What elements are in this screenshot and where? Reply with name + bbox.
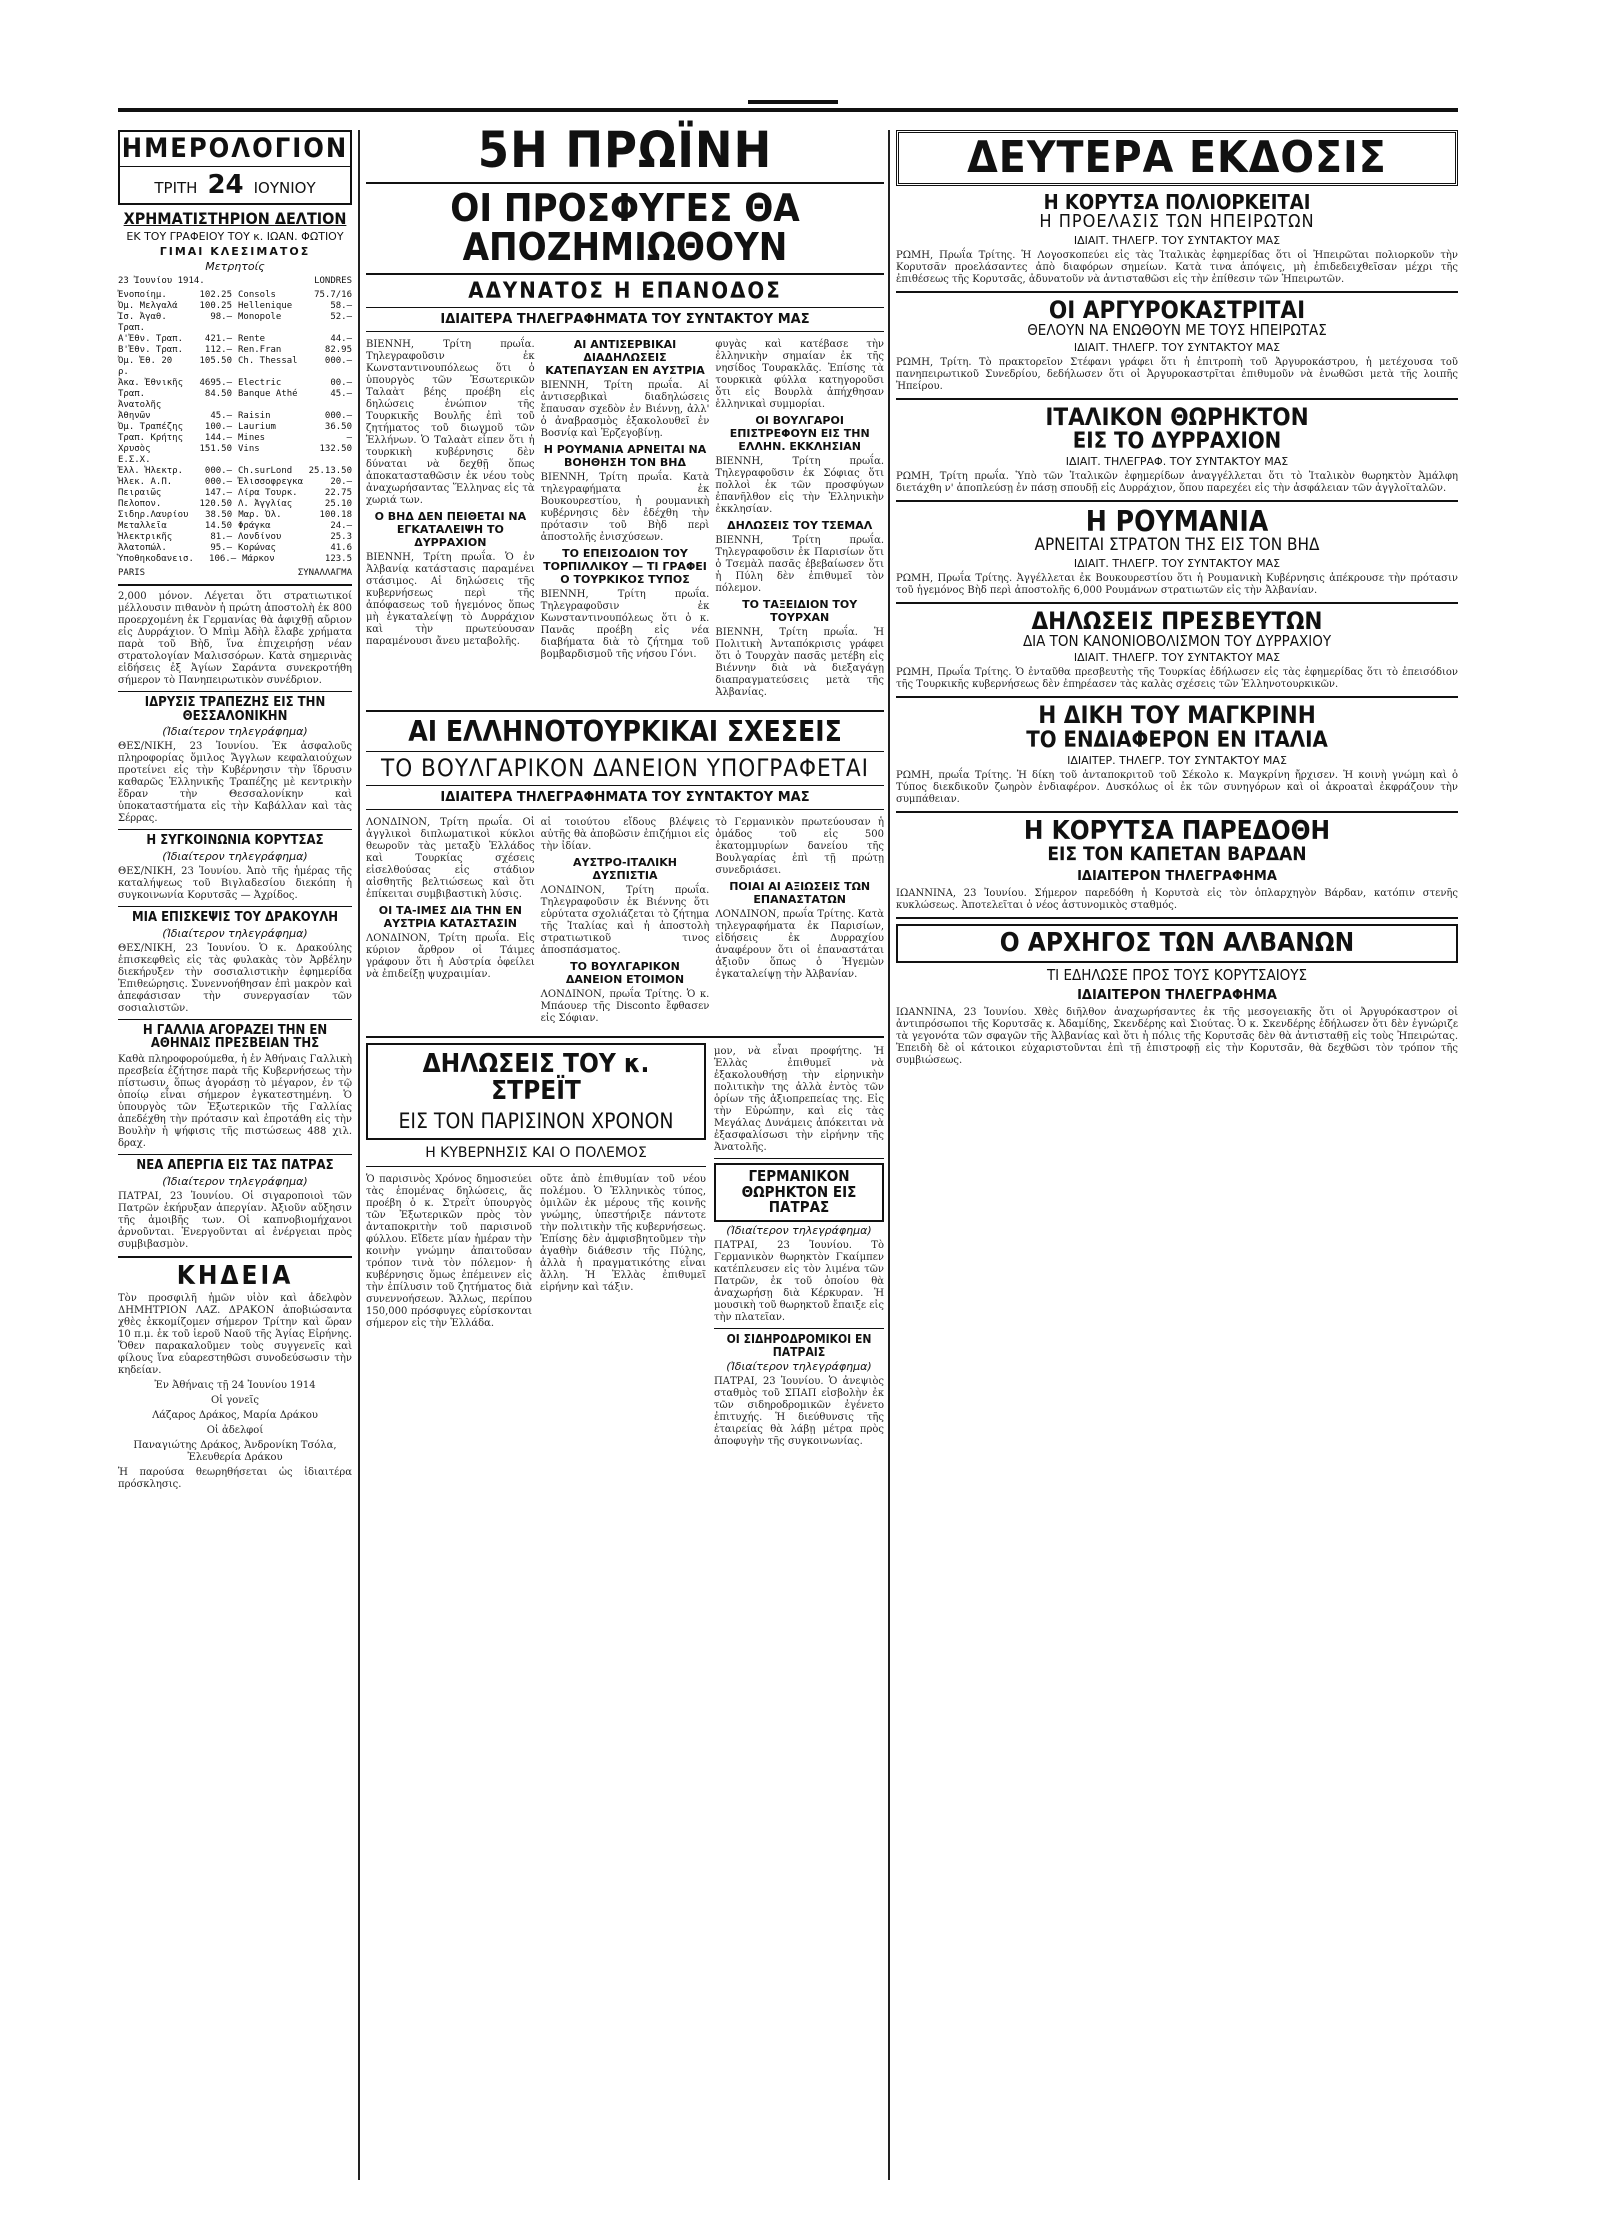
table-row [118,356,352,378]
divider [896,500,1458,502]
table-row [118,444,352,466]
romania-subheadline: ΑΡΝΕΙΤΑΙ ΣΤΡΑΤΟΝ ΤΗΣ ΕΙΣ ΤΟΝ ΒΗΔ [1034,534,1320,555]
divider [366,307,884,308]
article-text: ΒΙΕΝΝΗ, Τρίτη πρωΐα. Κατὰ τηλεγραφήματα ἐκ Βουκουρεστίου, ἡ ρουμανικὴ κυβέρνησις δὲν ἐδέχθη τὴν πρότασιν τοῦ Βὴδ περὶ ἀποστολῆς ἐνισχύσεων. [540,472,710,544]
column-divider [358,130,360,2180]
news-item [118,906,352,1015]
news-subtitle: (Ἰδιαίτερον τηλεγράφημα) [162,1174,308,1188]
table-cell: 132.50 [319,444,352,455]
table-cell: Α'Ἐθν. Τραπ. [118,334,184,345]
article-subhead: ΔΗΛΩΣΕΙΣ ΤΟΥ ΤΣΕΜΑΛ [727,519,873,533]
ambassadors-headline: ΔΗΛΩΣΕΙΣ ΠΡΕΣΒΕΥΤΩΝ [1031,606,1323,635]
romania-body: ΡΩΜΗ, Πρωΐα Τρίτης. Ἀγγέλλεται ἐκ Βουκουρεστίου ὅτι ἡ Ρουμανικὴ Κυβέρνησις ἀπέκρουσε τὴν πρότασιν τοῦ ἡγεμόνος Βὴδ περὶ ἀποστολῆς 6,000 Ρουμάνων στρατιωτῶν εἰς τὴν Ἀλβανίαν. [896,572,1458,596]
calendar-weekday: ΤΡΙΤΗ [154,179,198,198]
table-cell: — [346,433,352,444]
article-text: αἱ τοιούτου εἴδους βλέψεις αὐτῆς θὰ ἀποβῶσιν ἐπιζήμιοι εἰς τὴν ἰδίαν. [540,816,710,852]
main-headline: ΟΙ ΠΡΟΣΦΥΓΕΣ ΘΑ ΑΠΟΖΗΜΙΩΘΟΥΝ [450,185,800,270]
main-subheadline: ΑΔΥΝΑΤΟΣ Η ΕΠΑΝΟΔΟΣ [468,279,782,305]
divider [366,182,884,184]
italian-ship-byline: ΙΔΙΑΙΤ. ΤΗΛΕΓΡΑΦ. ΤΟΥ ΣΥΝΤΑΚΤΟΥ ΜΑΣ [1065,455,1289,469]
divider [366,331,884,332]
article-text: ΒΙΕΝΝΗ, Τρίτη πρωΐα. Αἱ ἀντισερβικαὶ διαδηλώσεις ἔπαυσαν σχεδὸν ἐν Βιέννῃ, ἀλλ' ὁ ἀναβρασμὸς ἐξακολουθεῖ ἐν Βοσνίᾳ καὶ Ἐρζεγοβίνῃ. [540,380,710,440]
table-cell: 000.— [324,356,352,367]
funeral-note: Ἡ παρούσα θεωρηθήσεται ὡς ἰδιαιτέρα πρόσκλησις. [118,1466,352,1490]
divider [896,696,1458,698]
table-cell: Banque Athé [238,389,298,400]
streit-article [366,1171,706,1333]
divider [896,398,1458,400]
table-cell: Τραπ. Ἀνατολῆς [118,389,162,411]
article-subhead: ΑΙ ΑΝΤΙΣΕΡΒΙΚΑΙ ΔΙΑΔΗΛΩΣΕΙΣ ΚΑΤΕΠΑΥΣΑΝ ΕΝ ΑΥΣΤΡΙΑ [545,338,705,378]
table-cell: Ἀκα. Ἐθνικῆς [118,378,184,389]
divider [118,691,352,692]
table-row [118,312,352,334]
funeral-siblings: Παναγιώτης Δράκος, Ἀνδρονίκη Τσόλα, Ἐλευθερία Δράκου [133,1439,337,1463]
table-cell: Ὀμ. Ἐθ. 20 ρ. [118,356,173,378]
article-text: τὸ Γερμανικὸν πρωτεύουσαν ἡ ὁμάδος τοῦ εἰς 500 ἑκατομμυρίων δανείου τῆς Βουλγαρίας ἐπὶ τῇ πρώτῃ συνεδριάσει. [715,816,885,876]
article-text: ΒΙΕΝΝΗ, Τρίτη πρωΐα. Ἡ Πολιτικὴ Ἀνταπόκρισις γράφει ὅτι ὁ Τουρχὰν πασᾶς μετέβη εἰς Βιέννην διὰ νὰ διεξαγάγῃ διαπραγματεύσεις μετὰ τῆς Ἀλβανίας. [715,627,885,699]
korytsa-headline: Η ΚΟΡΥΤΣΑ ΠΟΛΙΟΡΚΕΙΤΑΙ [1043,190,1311,215]
table-cell: 44.— [330,334,352,345]
divider [896,291,1458,293]
table-cell: 98.— [210,312,232,323]
calendar-date [120,166,350,200]
table-cell: 25.13.50 [308,466,352,477]
table-cell: 106.— [209,554,237,565]
table-cell: Ch. Thessal [238,356,298,367]
bourse-footer [118,568,352,579]
news-item [118,1019,352,1150]
news-title: ΜΙΑ ΕΠΙΣΚΕΨΙΣ ΤΟΥ ΔΡΑΚΟΥΛΗ [131,910,339,926]
streit-right-column [714,1043,884,1451]
table-cell: 36.50 [324,422,352,433]
article-text: ΛΟΝΔΙΝΟΝ, Τρίτη πρωΐα. Οἱ ἀγγλικοὶ διπλωματικοὶ κύκλοι θεωροῦν τὰς μεταξὺ Ἑλλάδος καὶ Τουρκίας σχέσεις εἰσελθούσας εἰς στάδιον αἰσθητῆς βελτιώσεως καὶ ὅτι ἐπίκειται συμβιβαστικὴ λύσις. [366,816,535,900]
table-cell: Λίρα Τουρκ. [238,488,298,499]
article-text: Ὁ παρισινὸς Χρόνος δημοσιεύει τὰς ἑπομένας δηλώσεις, ἅς προέβη ὁ κ. Στρεῒτ ὑπουργὸς τῶν Ἐξωτερικῶν πρὸς τὸν ἀνταποκριτὴν τοῦ παρισινοῦ φύλλου. Εἴδετε μίαν ἡμέραν τὴν κοινὴν γνώμην ἀπαιτοῦσαν τρόπον τινὰ τὸν πόλεμον· ἡ κυβέρνησις ὅμως ἐπέμεινεν εἰς τὴν ἐπίλυσιν τοῦ ζητήματος διὰ συνεννοήσεων. Ἄλλως, περίπου 150,000 πρόσφυγες εὑρίσκονται σήμερον εἰς τὴν Ἑλλάδα. [366,1173,532,1329]
left-news [118,591,352,1250]
italian-ship-headline: ΙΤΑΛΙΚΟΝ ΘΩΡΗΚΤΟΝ [1045,403,1309,432]
table-cell: 102.25 [199,290,232,301]
divider [118,1019,352,1020]
news-title: ΝΕΑ ΑΠΕΡΓΙΑ ΕΙΣ ΤΑΣ ΠΑΤΡΑΣ [136,1157,334,1173]
table-cell: 151.50 [199,444,232,455]
streit-headline: ΔΗΛΩΣΕΙΣ ΤΟΥ κ. ΣΤΡΕΪΤ [422,1048,650,1107]
table-cell: Μαρ. Ὀλ. [238,510,282,521]
refugees-article [366,336,884,702]
table-cell: 14.50 [204,521,232,532]
table-cell: 100.— [204,422,232,433]
table-cell: Ἐλλ. Ἡλεκτρ. [118,466,184,477]
romania-headline: Η ΡΟΥΜΑΝΙΑ [1085,505,1269,539]
table-cell: Vins [238,444,260,455]
divider [896,917,1458,919]
funeral-parents: Λάζαρος Δράκος, Μαρία Δράκου [152,1409,318,1421]
article-text: οὔτε ἀπὸ ἐπιθυμίαν τοῦ νέου πολέμου. Ὁ Ἑλληνικὸς τύπος, ὁμιλῶν ἐκ μέρους τῆς κοινῆς γνώμης, ὑπεστήριξε πάντοτε τὴν πολιτικὴν τῆς κυβερνήσεως. Ἐπίσης δὲν ἀμφισβητοῦμεν τὴν ἀγαθὴν διάθεσιν τῆς Πύλης, ἀλλὰ ἡ πραγματικότης εἶναι ἄλλη. Ἡ Ἑλλὰς ἐπιθυμεῖ εἰρήνην καὶ τάξιν. [540,1173,706,1293]
table-cell: Μάρκον [242,554,275,565]
funeral-body: Τὸν προσφιλῆ ἡμῶν υἱὸν καὶ ἀδελφὸν ΔΗΜΗΤΡΙΟΝ ΛΑΖ. ΔΡΑΚΟΝ ἀποβιώσαντα χθὲς ἐκκομίζομεν σήμερον Τρίτην καὶ ὥραν 10 π.μ. ἐκ τοῦ ἱεροῦ Ναοῦ τῆς Ἁγίας Εἰρήνης. Ὅθεν παρακαλοῦμεν τοὺς συγγενεῖς καὶ φίλους ἵνα εὐαρεστηθῶσι συνοδεύσωσιν τὴν κηδείαν. [118,1292,352,1376]
italian-ship-body: ΡΩΜΗ, Τρίτη πρωΐα. Ὑπὸ τῶν Ἰταλικῶν ἐφημερίδων ἀναγγέλλεται ὅτι τὸ Ἰταλικὸν θωρηκτὸν Ἀμάλφη διετάχθη ν' ἀποπλεύσῃ ἐν πάσῃ σπουδῇ εἰς Δυρράχιον, ὅπου παρεχέει εἰς τὴν ἀσφάλειαν τῶν ἀγγλοϊταλῶν. [896,471,1458,495]
albanian-leader-headline: Ο ΑΡΧΗΓΟΣ ΤΩΝ ΑΛΒΑΝΩΝ [999,927,1355,958]
table-cell: Λονδίνου [238,532,282,543]
table-cell: 58.— [330,301,352,312]
table-cell: Β'Ἐθν. Τραπ. [118,345,184,356]
article-subhead: ΟΙ ΒΟΥΛΓΑΡΟΙ ΕΠΙΣΤΡΕΦΟΥΝ ΕΙΣ ΤΗΝ ΕΛΛΗΝ. ΕΚΚΛΗΣΙΑΝ [729,414,870,454]
table-cell: Ἐνοποίημ. [118,290,167,301]
news-title: Η ΣΥΓΚΟΙΝΩΝΙΑ ΚΟΡΥΤΣΑΣ [146,833,324,849]
korytsa-surrender-headline: Η ΚΟΡΥΤΣΑ ΠΑΡΕΔΟΘΗ [1023,815,1331,846]
albanian-leader-body: ΙΩΑΝΝΙΝΑ, 23 Ἰουνίου. Χθὲς διῆλθον ἀναχωρήσαντες ἐκ τῆς μεσογειακῆς ὅτι οἱ Ἀργυρόκαστρον οἱ ἀντιπρόσωποι τῆς Κορυτσᾶς κ. Ἀδαμίδης, Σκενδέρης καὶ Σιούτας. Ὁ κ. Σκενδέρης ἐδήλωσεν ὅτι δὲν ἐγνώριζε τὰ γεγονότα τῶν σφαγῶν τῆς Ἀλβανίας καὶ ὅτι ἡ πόλις τῆς Κορυτσᾶς δὲν θὰ ἀντισταθῇ εἰς τοὺς Ἠπειρώτας. Ἐπειδὴ δὲ οἱ κάτοικοι εὐχαριστοῦνται ἐπὶ τῇ ἐπιστροφῇ εἰς τὴν Κορυτσᾶν, θὰ δεχθῶσι τὸν τρόπον τῆς συμβιώσεως. [896,1007,1458,1067]
center-column [366,121,885,1451]
table-cell: 22.75 [324,488,352,499]
table-cell: Πελοπον. [118,499,162,510]
streit-headbox [366,1043,706,1140]
streit-third: Η ΚΥΒΕΡΝΗΣΙΣ ΚΑΙ Ο ΠΟΛΕΜΟΣ [425,1144,647,1161]
table-cell: 105.50 [199,356,232,367]
left-column [118,130,352,1494]
calendar-title: ΗΜΕΡΟΛΟΓΙΟΝ [121,133,349,164]
news-subtitle: (Ἰδιαίτερον τηλεγράφημα) [162,926,308,940]
table-row [118,290,352,301]
relations-headline: ΑΙ ΕΛΛΗΝΟΤΟΥΡΚΙΚΑΙ ΣΧΕΣΕΙΣ [408,715,842,749]
right-column [896,130,1458,1070]
table-cell: 20.— [330,477,352,488]
german-ship-title: ΓΕΡΜΑΝΙΚΟΝ ΘΩΡΗΚΤΟΝ ΕΙΣ ΠΑΤΡΑΣ [741,1166,857,1217]
news-subtitle: (Ἰδιαίτερον τηλεγράφημα) [162,850,308,864]
funeral-title: ΚΗΔΕΙΑ [176,1260,294,1291]
korytsa-byline: ΙΔΙΑΙΤ. ΤΗΛΕΓΡ. ΤΟΥ ΣΥΝΤΑΚΤΟΥ ΜΑΣ [1073,234,1281,248]
table-cell: Σιδηρ.Λαυρίου [118,510,189,521]
table-row [118,510,352,521]
news-body: ΘΕΣ/ΝΙΚΗ, 23 Ἰουνίου. Ἀπὸ τῆς ἡμέρας τῆς καταλήψεως τοῦ Βιγλαδεσίου διεκόπη ἡ συγκοινωνία Κορυτσᾶς — Ἀχρίδος. [118,866,352,902]
table-cell: 00.— [330,378,352,389]
news-body: 2,000 μόνον. Λέγεται ὅτι στρατιωτικοί μέλλουσιν πιθανὸν ἡ πρώτη ἀποστολὴ ἐκ 800 προερχομένη ἐκ Γερμανίας θὰ ἀφιχθῇ αὔριον εἰς Δυρράχιον. Ὁ Μπὶμ Ἀδὴλ ἔλαβε χρήματα παρὰ τοῦ Βὴδ, ἵνα ἐπιχειρήσῃ νέαν στρατολογίαν Μαλισσόρων. Κατὰ σημερινὰς εἰδήσεις ἐξ Ἀγίων Σαράντα συνεκροτήθη σήμερον τὸ Πανηπειρωτικὸν συνέδριον. [118,591,352,687]
table-row [118,466,352,477]
table-cell: 45.— [210,411,232,422]
bourse-cash: Μετρητοίς [205,260,265,274]
table-row [118,411,352,422]
german-ship-box [714,1163,884,1222]
calendar-month: ΙΟΥΝΙΟΥ [253,179,316,198]
article-text: μον, νὰ εἶναι προφήτης. Ἡ Ἑλλὰς ἐπιθυμεῖ νὰ ἐξακολουθήσῃ τὴν εἰρηνικὴν πολιτικὴν της ἀλλὰ ἐντὸς τῶν ὁρίων τῆς ἀξιοπρεπείας της. Εἰς τὴν Εὐρώπην, καὶ εἰς τὰς Μεγάλας Δυνάμεις ἀπόκειται νὰ ἐξασφαλίσωσι τὴν εἰρήνην τῆς Ἀνατολῆς. [714,1045,884,1153]
article-subhead: ΟΙ ΤΑ-ΙΜΕΣ ΔΙΑ ΤΗΝ ΕΝ ΑΥΣΤΡΙΑ ΚΑΤΑΣΤΑΣΙΝ [378,903,522,930]
article-text: ΒΙΕΝΝΗ, Τρίτη πρωΐα. Ὁ ἐν Ἀλβανίᾳ κατάστασις παραμένει στάσιμος. Αἱ δηλώσεις τῆς κυβερνήσεως περὶ τῆς ἀπόφασεως τοῦ ἡγεμόνος ὅπως μὴ ἐγκαταλείψῃ τὸ Δυρράχιον καὶ τὴν πρωτεύουσαν παραμένουσι ἄνευ μεταβολῆς. [366,552,535,648]
article-text: ΛΟΝΔΙΝΟΝ, Τρίτη πρωΐα. Εἰς κύριον ἄρθρον οἱ Τάιμες γράφουν ὅτι ἡ Αὐστρία ὀφείλει νὰ ἐπιδείξῃ ψυχραιμίαν. [366,932,535,980]
bourse-close: ΓΙΜΑΙ ΚΛΕΣΙΜΑΤΟΣ [159,245,311,259]
table-cell: 45.— [330,389,352,400]
albanian-leader-subheadline: ΤΙ ΕΔΗΛΩΣΕ ΠΡΟΣ ΤΟΥΣ ΚΟΡΥΤΣΑΙΟΥΣ [1046,966,1308,985]
korytsa-surrender-subheadline: ΕΙΣ ΤΟΝ ΚΑΠΕΤΑΝ ΒΑΡΔΑΝ [1047,843,1307,866]
table-row [118,543,352,554]
german-ship-subtitle: (Ἰδιαίτερον τηλεγράφημα) [726,1224,872,1238]
news-item [118,829,352,902]
article-subhead: ΠΟΙΑΙ ΑΙ ΑΞΙΩΣΕΙΣ ΤΩΝ ΕΠΑΝΑΣΤΑΤΩΝ [729,879,871,906]
table-cell: 100.18 [319,510,352,521]
top-ornament [748,100,838,104]
table-cell: Ἰσ. Ἀγαθ. Τραπ. [118,312,167,334]
table-row [118,389,352,411]
calendar-day: 24 [207,170,244,201]
table-cell: Ἐλισσοφρεγκα [238,477,304,488]
article-subhead: Ο ΒΗΔ ΔΕΝ ΠΕΙΘΕΤΑΙ ΝΑ ΕΓΚΑΤΑΛΕΙΨΗ ΤΟ ΔΥΡΡΑΧΙΟΝ [374,510,527,550]
news-title: Η ΓΑΛΛΙΑ ΑΓΟΡΑΖΕΙ ΤΗΝ ΕΝ ΑΘΗΝΑΙΣ ΠΡΕΣΒΕΙΑΝ ΤΗΣ [142,1022,328,1052]
table-cell: 147.— [204,488,232,499]
divider [366,273,884,275]
table-cell: Μεταλλεῖα [118,521,167,532]
divider [118,906,352,907]
table-cell: 24.— [330,521,352,532]
argyro-headline: ΟΙ ΑΡΓΥΡΟΚΑΣΤΡΙΤΑΙ [1048,296,1306,325]
table-cell: 95.— [210,543,232,554]
funeral-notice [118,1260,352,1491]
news-body: ΠΑΤΡΑΙ, 23 Ἰουνίου. Οἱ σιγαροποιοὶ τῶν Πατρῶν ἐκήρυξαν ἀπεργίαν. Ἀξιοῦν αὔξησιν τῆς ἀμοιβῆς των. Οἱ καπνοβιομήχανοι ἀρνοῦνται. Ἐνεργοῦνται αἱ ἐνέργειαι πρὸς συμβιβασμὸν. [118,1190,352,1250]
article-text: φυγὰς καὶ κατέβασε τὴν ἑλληνικὴν σημαίαν ἐκ τῆς νησίδος Τουρακλᾶς. Ἐπίσης τὰ τουρκικὰ φύλλα κατηγοροῦσι ὅτι εἰς Βουρλὰ ἀπήχθησαν ἑλληνικαὶ συμμορίαι. [715,339,885,411]
bourse-table [118,290,352,565]
argyro-body: ΡΩΜΗ, Τρίτη. Τὸ πρακτορεῖον Στέφανι γράφει ὅτι ἡ ἐπιτροπὴ τοῦ Ἀργυροκάστρου, ἡ μετέχουσα τοῦ πανηπειρωτικοῦ Συνεδρίου, δεδήλωσεν ὅτι οἱ Ἀργυροκαστρῖται ἐπιθυμοῦν νὰ ἑνωθῶσι μετὰ τῆς λοιπῆς Ἠπείρου. [896,357,1458,393]
table-cell: 38.50 [205,510,233,521]
article-text: ΛΟΝΔΙΝΟΝ, Τρίτη πρωΐα. Τηλεγραφοῦσιν ἐκ Βιέννης ὅτι εὑρύτατα σχολιάζεται τὸ ζήτημα τῆς Ἰταλίας καὶ ἡ ἀποστολὴ στρατιωτικοῦ τινος ἀποσπάσματος. [540,884,710,956]
table-cell: 000.— [204,466,232,477]
table-cell: Monopole [238,312,282,323]
funeral-siblings-label: Οἱ ἀδελφοί [206,1424,264,1436]
bourse-date: 23 Ἰουνίου 1914. [118,276,205,287]
table-cell: Κορώνας [238,543,276,554]
italian-ship-subheadline: ΕΙΣ ΤΟ ΔΥΡΡΑΧΙΟΝ [1072,429,1282,455]
table-cell: 421.— [204,334,232,345]
table-cell: Ch.surLond [238,466,293,477]
divider [366,809,884,810]
table-row [118,477,352,488]
table-cell: Ὑποθηκοδανεισ. [118,554,194,565]
news-title: ΙΔΡΥΣΙΣ ΤΡΑΠΕΖΗΣ ΕΙΣ ΤΗΝ ΘΕΣΣΑΛΟΝΙΚΗΝ [144,695,326,724]
divider [714,1328,884,1329]
news-body: ΘΕΣ/ΝΙΚΗ, 23 Ἰουνίου. Ὁ κ. Δρακούλης ἐπισκεφθεὶς εἰς τὰς φυλακὰς τὸν Ἀρβέλην διεκήρυξεν τὴν σοσιαλιστικὴν ἐφημερίδα Ἐπιθεώρησις. Συνεννοήθησαν ἐπὶ μακρὸν καὶ ἀπεφάσισαν τὴν συνεργασίαν τῶν σοσιαλιστῶν. [118,942,352,1014]
table-row [118,488,352,499]
divider [118,584,352,586]
magkrinis-byline: ΙΔΙΑΙΤΕΡ. ΤΗΛΕΓΡ. ΤΟΥ ΣΥΝΤΑΚΤΟΥ ΜΑΣ [1067,753,1287,767]
table-cell: Ὀμ. Μελγαλά [118,301,178,312]
article-subhead: Η ΡΟΥΜΑΝΙΑ ΑΡΝΕΙΤΑΙ ΝΑ ΒΟΗΘΗΣΗ ΤΟΝ ΒΗΔ [543,443,707,470]
second-edition-title: ΔΕΥΤΕΡΑ ΕΚΔΟΣΙΣ [967,132,1387,183]
korytsa-body: ΡΩΜΗ, Πρωΐα Τρίτης. Ἡ Λογοσκοπεύει εἰς τὰς Ἰταλικὰς ἐφημερίδας ὅτι οἱ Ἠπειρῶται πολιορκοῦν τὴν Κορυτσᾶν προελάσαντες ἀπὸ διαφόρων σημείων. Κατὰ τινα ἀπόψεις, μὴ ἐπιδεδειχθεῖσαν μέχρι τῆς ἐπιθέσεως τῆς Κορυτσᾶς, ἀδυνατοῦν νὰ ἀντισταθῶσι εἰς τὴν ἐπίθεσιν τῶν Ἠπειρωτῶν. [896,250,1458,286]
newspaper-page [118,108,1458,2188]
bourse-section [118,211,352,579]
table-cell: Mines [238,433,266,444]
table-cell: Laurium [238,422,276,433]
second-edition-box [896,130,1458,186]
table-cell: Ἀλατοπώλ. [118,543,167,554]
bourse-source: ΕΚ ΤΟΥ ΓΡΑΦΕΙΟΥ ΤΟΥ κ. ΙΩΑΝ. ΦΩΤΙΟΥ [126,230,344,244]
table-cell: 000.— [324,411,352,422]
magkrinis-headline: Η ΔΙΚΗ ΤΟΥ ΜΑΓΚΡΙΝΗ [1038,701,1316,730]
table-cell: 25.10 [324,499,352,510]
ambassadors-body: ΡΩΜΗ, Πρωΐα Τρίτης. Ὁ ἐνταῦθα πρεσβευτὴς τῆς Τουρκίας ἐδήλωσεν εἰς τὰς ἐφημερίδας ὅτι τὸ ἐπεισόδιον τῆς Τουρκικῆς κυβερνήσεως δὲν ἐπηρέασεν τὰς καλὰς σχέσεις τῶν Ἑλληνοτουρκικῶν. [896,667,1458,691]
table-cell: 84.50 [204,389,232,400]
table-cell: Ὀμ. Τραπέζης [118,422,184,433]
table-cell: Τραπ. Κρήτης [118,433,184,444]
table-cell: 100.25 [199,301,232,312]
news-item [118,691,352,825]
table-row [118,521,352,532]
table-cell: Ἠλεκτρικῆς [118,532,173,543]
table-cell: 25.3 [330,532,352,543]
table-cell: Λ. Ἀγγλίας [238,499,293,510]
table-row [118,499,352,510]
table-cell: 000.— [204,477,232,488]
magkrinis-body: ΡΩΜΗ, πρωΐα Τρίτης. Ἡ δίκη τοῦ ἀνταποκριτοῦ τοῦ Σέκολο κ. Μαγκρίνη ἤρχισεν. Ἡ κοινὴ γνώμη καὶ ὁ Τύπος διεκδικοῦν ζωηρὸν ἐνδιαφέρον. Δυσκόλως οἱ ἐκ τῶν συνηγόρων καὶ οἱ ἀκροαταὶ ἐκφράζουν τὴν συμπάθειαν. [896,769,1458,805]
table-cell: 75.7/16 [314,290,352,301]
news-body: Καθὰ πληροφορούμεθα, ἡ ἐν Ἀθήναις Γαλλικὴ πρεσβεία ἐζήτησε παρὰ τῆς Κυβερνήσεως τὴν πίστωσιν, ὅπως ἀγοράσῃ τὸ μέγαρον, ἐν τῷ ὁποίῳ εἶναι σήμερον ἐγκατεστημένη. Ὁ ὑπουργὸς τῶν Ἐξωτερικῶν τῆς Γαλλίας ἀπεδέχθη τὴν πρότασιν καὶ ἐπροτάθη εἰς τὴν Βουλὴν ἡ ψήφισις τῆς πιστώσεως 488 χιλ. δραχ. [118,1053,352,1149]
table-cell: Hellenique [238,301,293,312]
article-subhead: ΤΟ ΕΠΕΙΣΟΔΙΟΝ ΤΟΥ ΤΟΡΠΙΛΛΙΚΟΥ — ΤΙ ΓΡΑΦΕΙ Ο ΤΟΥΡΚΙΚΟΣ ΤΥΠΟΣ [543,547,707,587]
article-text: ΒΙΕΝΝΗ, Τρίτη πρωΐα. Τηλεγραφοῦσιν ἐκ Σόφιας ὅτι πολλοὶ ἐκ τῶν προσφύγων ἐπανῆλθον εἰς τὴν Ἑλληνικὴν ἐκκλησίαν. [715,456,885,516]
table-row [118,532,352,543]
divider [366,1166,706,1167]
divider [366,751,884,752]
bourse-headings [118,276,352,287]
table-cell: 120.50 [199,499,232,510]
table-row [118,422,352,433]
funeral-parents-label: Οἱ γονεῖς [210,1394,260,1406]
table-cell: 123.5 [324,554,353,565]
table-row [118,554,352,565]
news-body: ΘΕΣ/ΝΙΚΗ, 23 Ἰουνίου. Ἐκ ἀσφαλοῦς πληροφορίας ὅμιλος Ἄγγλων κεφαλαιούχων προτείνει εἰς τὴν Κυβέρνησιν τὴν ἵδρυσιν καθαρῶς Ἑλληνικῆς Τραπέζης μὲ κεντρικὴν ἕδραν τὴν Θεσσαλονίκην καὶ ὑποκαταστήματα εἰς τὴν Καβάλλαν καὶ τὰς Σέρρας. [118,741,352,825]
divider [896,811,1458,813]
table-cell: Rente [238,334,266,345]
ambassadors-byline: ΙΔΙΑΙΤ. ΤΗΛΕΓΡ. ΤΟΥ ΣΥΝΤΑΚΤΟΥ ΜΑΣ [1073,651,1281,665]
funeral-place-date: Ἐν Ἀθήναις τῇ 24 Ἰουνίου 1914 [154,1379,316,1391]
table-cell: 81.— [210,532,232,543]
edition-title: 5Η ΠΡΩΪΝΗ [477,121,773,179]
german-ship-body: ΠΑΤΡΑΙ, 23 Ἰουνίου. Τὸ Γερμανικὸν θωρηκτὸν Γκαίμπεν κατέπλευσεν εἰς τὸν λιμένα τῶν Πατρῶν, ἐκ τοῦ ὁποίου θὰ ἀναχωρήσῃ διὰ Κέρκυραν. Ἡ μουσικὴ τοῦ θωρηκτοῦ ἔπαιξε εἰς τὴν πλατεῖαν. [714,1240,884,1324]
news-item [118,1154,352,1251]
table-row [118,378,352,389]
divider [118,829,352,830]
article-subhead: ΤΟ ΤΑΞΕΙΔΙΟΝ ΤΟΥ ΤΟΥΡΧΑΝ [742,598,858,625]
table-cell: 144.— [204,433,232,444]
korytsa-surrender-body: ΙΩΑΝΝΙΝΑ, 23 Ἰουνίου. Σήμερον παρεδόθη ἡ Κορυτσὰ εἰς τὸν ὁπλαρχηγὸν Βάρδαν, κατόπιν στενῆς κυκλώσεως. Ἀποτελεῖται ὁ νέος ἀστυνομικὸς σταθμός. [896,887,1458,911]
table-row [118,334,352,345]
table-cell: Χρυσὸς Ε.Σ.Χ. [118,444,151,466]
bourse-london: LONDRES [314,276,352,287]
divider [118,1256,352,1258]
table-row [118,433,352,444]
table-cell: 41.6 [330,543,352,554]
table-cell: Raisin [238,411,271,422]
divider [366,785,884,786]
table-cell: 112.— [204,345,232,356]
divider [366,1036,884,1038]
article-text: ΒΙΕΝΝΗ, Τρίτη πρωΐα. Τηλεγραφοῦσιν ἐκ Παρισίων ὅτι ὁ Τσεμὰλ πασᾶς ἐβεβαίωσεν ὅτι ἡ Πύλη δὲν ἐπιθυμεῖ τὸν πόλεμον. [715,535,885,595]
main-byline: ΙΔΙΑΙΤΕΡΑ ΤΗΛΕΓΡΑΦΗΜΑΤΑ ΤΟΥ ΣΥΝΤΑΚΤΟΥ ΜΑΣ [440,312,810,328]
table-cell: 4695.— [199,378,232,389]
albanian-leader-box [896,924,1458,963]
table-cell: Πειραιῶς [118,488,162,499]
streit-subheadline: ΕΙΣ ΤΟΝ ΠΑΡΙΣΙΝΟΝ ΧΡΟΝΟΝ [398,1108,674,1133]
rail-body: ΠΑΤΡΑΙ, 23 Ἰουνίου. Ὁ ἀνεψιὸς σταθμὸς τοῦ ΣΠΑΠ εἰσβολὴν ἐκ τῶν σιδηροδρομικῶν ἐγένετο ἐπιτυχής. Ἡ διεύθυνσις τῆς ἑταιρείας θὰ λάβῃ μέτρα πρὸς ἀποφυγὴν τῆς συγκοινωνίας. [714,1376,884,1448]
rail-title: ΟΙ ΣΙΔΗΡΟΔΡΟΜΙΚΟΙ ΕΝ ΠΑΤΡΑΙΣ [726,1332,872,1359]
korytsa-subheadline: Η ΠΡΟΕΛΑΣΙΣ ΤΩΝ ΗΠΕΙΡΩΤΩΝ [1039,211,1315,233]
divider [896,602,1458,604]
magkrinis-subheadline: ΤΟ ΕΝΔΙΑΦΕΡΟΝ ΕΝ ΙΤΑΛΙΑ [1026,727,1328,753]
table-cell: 82.95 [324,345,352,356]
article-text: ΒΙΕΝΝΗ, Τρίτη πρωΐα. Τηλεγραφοῦσιν ἐκ Κωνσταντινουπόλεως ὅτι ὁ ὑπουργὸς τῶν Ἐσωτερικῶν Ταλαὰτ βέης προέβη εἰς δηλώσεις ἐνώπιον τῆς Τουρκικῆς Βουλῆς ἐπὶ τοῦ ζητήματος τοῦ διωγμοῦ τῶν Ἑλλήνων. Ὁ Ταλαὰτ εἶπεν ὅτι ἡ τουρκικὴ κυβέρνησις δὲν δύναται νὰ δεχθῇ ὅπως ἀποκατασταθῶσιν ἐκ νέου τοὺς ἀναχωρήσαντας Ἕλληνας εἰς τὰ χωριά των. [366,339,535,507]
bourse-title: ΧΡΗΜΑΤΙΣΤΗΡΙΟΝ ΔΕΛΤΙΟΝ [123,209,347,229]
bourse-paris: PARIS [118,568,146,579]
table-row [118,345,352,356]
table-cell: Electric [238,378,282,389]
news-item [118,591,352,687]
news-subtitle: (Ἰδιαίτερον τηλεγράφημα) [162,725,308,739]
article-subhead: ΤΟ ΒΟΥΛΓΑΡΙΚΟΝ ΔΑΝΕΙΟΝ ΕΤΟΙΜΟΝ [565,959,685,986]
table-cell: Φράγκα [238,521,271,532]
bourse-synallagma: ΣΥΝΑΛΛΑΓΜΑ [297,568,352,579]
table-cell: Ren.Fran [238,345,282,356]
table-cell: 52.— [330,312,352,323]
streit-section [366,1043,884,1451]
relations-article [366,814,884,1028]
albanian-leader-byline: ΙΔΙΑΙΤΕΡΟΝ ΤΗΛΕΓΡΑΦΗΜΑ [1077,988,1277,1004]
rail-subtitle: (Ἰδιαίτερον τηλεγράφημα) [726,1360,872,1374]
argyro-subheadline: ΘΕΛΟΥΝ ΝΑ ΕΝΩΘΟΥΝ ΜΕ ΤΟΥΣ ΗΠΕΙΡΩΤΑΣ [1027,321,1327,340]
korytsa-surrender-byline: ΙΔΙΑΙΤΕΡΟΝ ΤΗΛΕΓΡΑΦΗΜΑ [1077,868,1277,884]
ambassadors-subheadline: ΔΙΑ ΤΟΝ ΚΑΝΟΝΙΟΒΟΛΙΣΜΟΝ ΤΟΥ ΔΥΡΡΑΧΙΟΥ [1022,631,1332,650]
romania-byline: ΙΔΙΑΙΤ. ΤΗΛΕΓΡ. ΤΟΥ ΣΥΝΤΑΚΤΟΥ ΜΑΣ [1073,556,1281,570]
article-text: ΛΟΝΔΙΝΟΝ, πρωΐα Τρίτης. Ὁ κ. Μπάουερ τῆς Disconto ἔφθασεν εἰς Σόφιαν. [540,988,710,1024]
table-cell: Consols [238,290,276,301]
table-cell: Ἡλεκ. Α.Π. [118,477,173,488]
divider [118,1154,352,1155]
relations-byline: ΙΔΙΑΙΤΕΡΑ ΤΗΛΕΓΡΑΦΗΜΑΤΑ ΤΟΥ ΣΥΝΤΑΚΤΟΥ ΜΑΣ [440,789,810,805]
article-subhead: ΑΥΣΤΡΟ-ΙΤΑΛΙΚΗ ΔΥΣΠΙΣΤΙΑ [573,855,677,882]
relations-subheadline: ΤΟ ΒΟΥΛΓΑΡΙΚΟΝ ΔΑΝΕΙΟΝ ΥΠΟΓΡΑΦΕΤΑΙ [381,753,869,782]
table-cell: Ἀθηνῶν [118,411,151,422]
article-text: ΒΙΕΝΝΗ, Τρίτη πρωΐα. Τηλεγραφοῦσιν ἐκ Κωνσταντινουπόλεως ὅτι ὁ κ. Πανᾶς προέβη εἰς νέα διαβήματα διὰ τὸ ζήτημα τοῦ βομβαρδισμοῦ τῆς νήσου Γόνι. [540,589,710,661]
calendar-box [118,130,352,205]
divider [366,710,884,712]
table-row [118,301,352,312]
column-divider [888,130,890,2180]
article-text: ΛΟΝΔΙΝΟΝ, πρωΐα Τρίτης. Κατὰ τηλεγραφήματα ἐκ Παρισίων, εἰδήσεις ἐκ Δυρραχίου ἀναφέρουν ὅτι οἱ ἐπαναστάται ἀξιοῦν ὅπως ὁ Ἡγεμὼν ἐγκαταλείψῃ τὴν Ἀλβανίαν. [715,908,885,980]
argyro-byline: ΙΔΙΑΙΤ. ΤΗΛΕΓΡ. ΤΟΥ ΣΥΝΤΑΚΤΟΥ ΜΑΣ [1073,341,1281,355]
divider [714,1158,884,1159]
